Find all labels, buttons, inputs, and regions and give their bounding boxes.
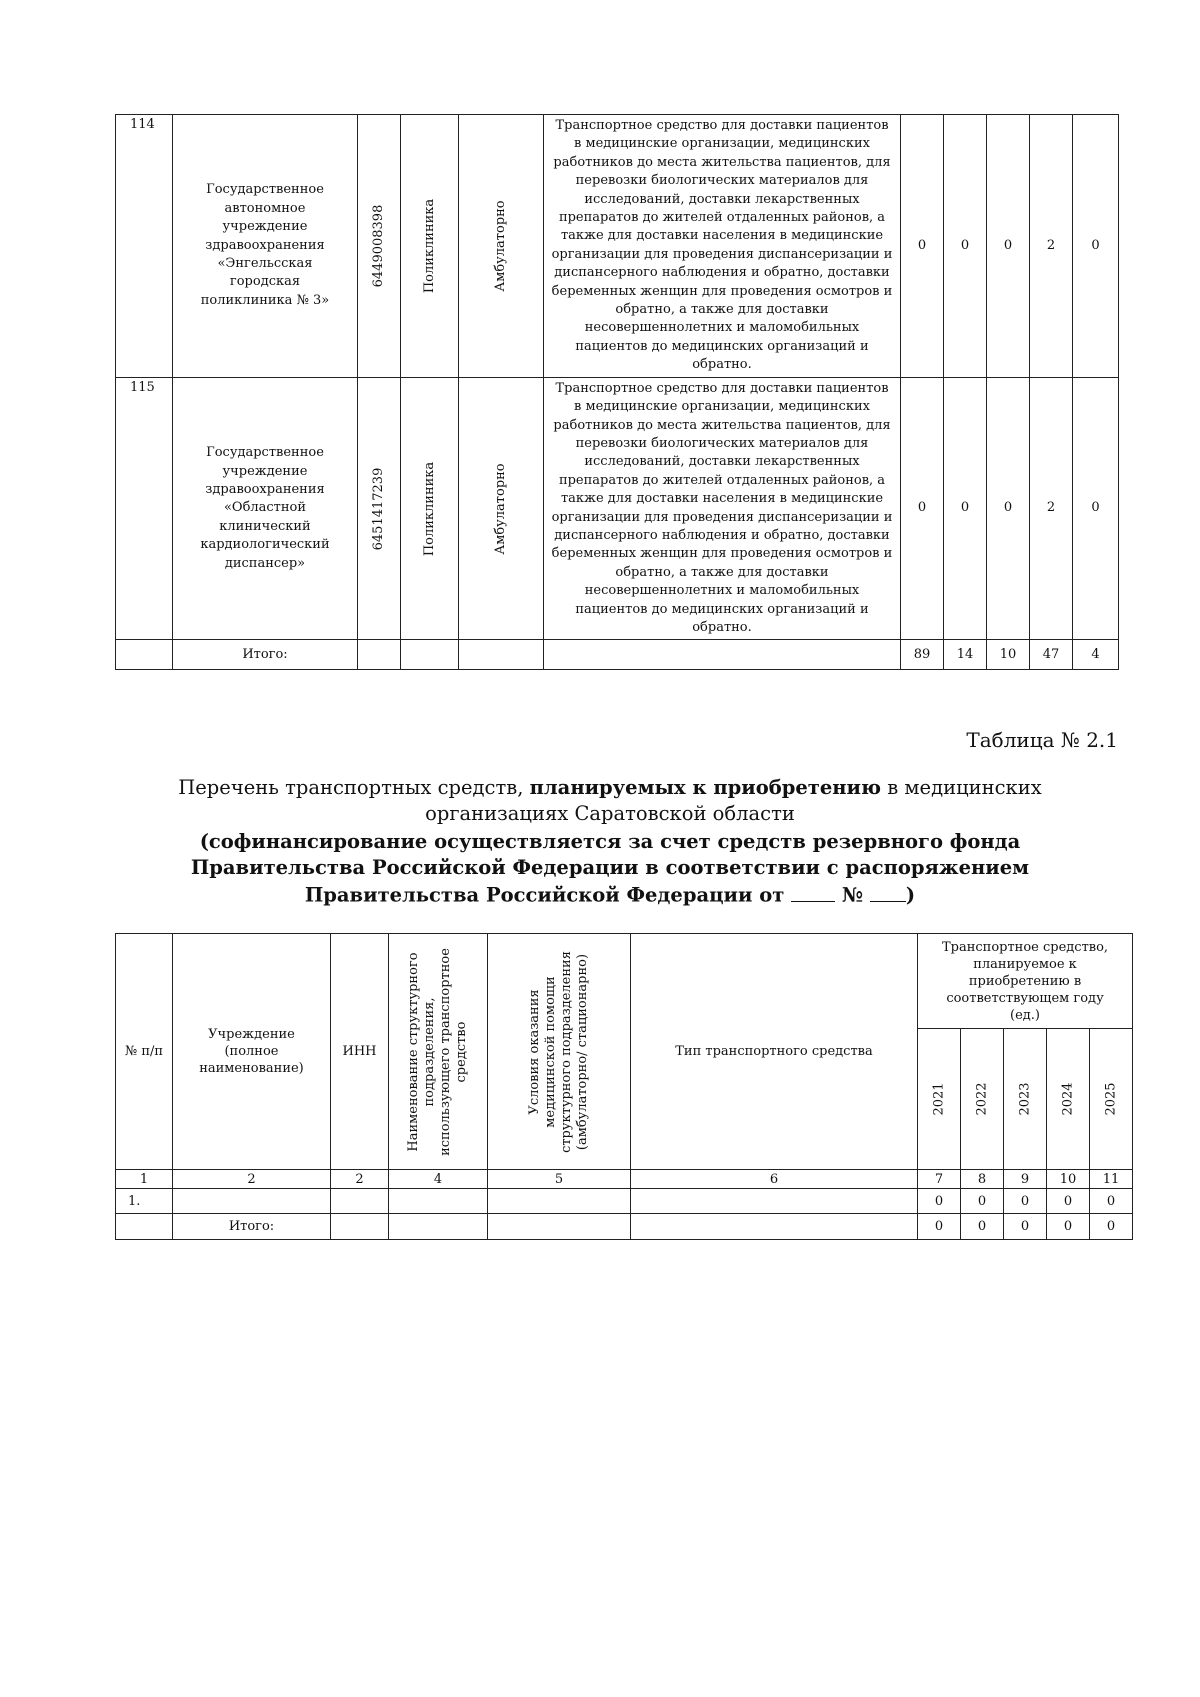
header-institution: Учреждение (полное наименование)	[173, 934, 331, 1170]
header-conditions: Условия оказания медицинской помощи структурного подразделения (амбулаторно/ стационарно)	[527, 950, 590, 1153]
value-cell: 0	[1047, 1189, 1090, 1214]
total-value: 0	[918, 1214, 961, 1240]
total-row	[116, 640, 1119, 670]
page-heading	[150, 775, 1070, 909]
year-cell	[1047, 1029, 1090, 1170]
heading-subtitle: (софинансирование осуществляется за счет средств резервного фонда Правительства Российской Федерации в соответствии с распоряжением Правительства Российской Федерации от № )	[190, 830, 1030, 907]
col-number: 1	[116, 1170, 173, 1189]
col-number: 4	[389, 1170, 488, 1189]
total-value: 10	[987, 640, 1030, 670]
value-cell: 0	[901, 377, 944, 640]
value-cell: 0	[1073, 115, 1119, 378]
col-number: 5	[488, 1170, 631, 1189]
year-label: 2021	[931, 1082, 947, 1116]
institution-name: Государственное автономное учреждение здравоохранения «Энгельсская городская поликлиника № 3»	[173, 115, 358, 378]
value-cell: 0	[918, 1189, 961, 1214]
value-cell: 0	[1004, 1189, 1047, 1214]
col-number: 8	[961, 1170, 1004, 1189]
total-value: 0	[1047, 1214, 1090, 1240]
conditions-value: Амбулаторно	[492, 200, 508, 292]
col-number: 6	[631, 1170, 918, 1189]
year-label: 2024	[1060, 1082, 1076, 1116]
header-conditions-cell	[488, 934, 631, 1170]
table-row	[116, 377, 1119, 640]
empty-cell	[331, 1189, 389, 1214]
year-cell	[961, 1029, 1004, 1170]
value-cell: 2	[1030, 115, 1073, 378]
empty-cell	[173, 1189, 331, 1214]
inn-value: 6451417239	[370, 467, 386, 550]
empty-cell	[331, 1214, 389, 1240]
year-label: 2023	[1017, 1082, 1033, 1116]
inn-cell	[358, 377, 401, 640]
row-number: 1.	[116, 1189, 173, 1214]
value-cell: 0	[961, 1189, 1004, 1214]
header-unit-cell	[389, 934, 488, 1170]
total-value: 89	[901, 640, 944, 670]
year-label: 2025	[1103, 1082, 1119, 1116]
total-row	[116, 1214, 1133, 1240]
empty-cell	[116, 1214, 173, 1240]
unit-value: Поликлиника	[421, 461, 437, 556]
empty-cell	[631, 1189, 918, 1214]
vehicle-description: Транспортное средство для доставки пациентов в медицинские организации, медицинских работников до места жительства пациентов, для перевозки биологических материалов для исследований, доставки лекарственных препаратов до жителей отдаленных районов, а также для доставки населения в медицинские организации для проведения диспансеризации и диспансерного наблюдения и обратно, доставки беременных женщин для проведения осмотров и обратно, а также для доставки несовершеннолетних и маломобильных пациентов до медицинских организаций и обратно.	[544, 115, 901, 378]
empty-cell	[401, 640, 459, 670]
table-caption: Таблица № 2.1	[966, 728, 1118, 752]
unit-cell	[401, 115, 459, 378]
empty-cell	[389, 1214, 488, 1240]
col-number: 7	[918, 1170, 961, 1189]
col-number: 2	[331, 1170, 389, 1189]
year-cell	[1090, 1029, 1133, 1170]
column-number-row	[116, 1170, 1133, 1189]
heading-main: Перечень транспортных средств, планируемых к приобретению в медицинских организациях Саратовской области	[178, 776, 1042, 825]
year-label: 2022	[974, 1082, 990, 1116]
header-inn: ИНН	[331, 934, 389, 1170]
col-number: 10	[1047, 1170, 1090, 1189]
table-vehicles-existing	[115, 114, 1119, 670]
conditions-cell	[459, 377, 544, 640]
total-label: Итого:	[173, 640, 358, 670]
col-number: 2	[173, 1170, 331, 1189]
total-value: 4	[1073, 640, 1119, 670]
header-unit: Наименование структурного подразделения, использующего транспортное средство	[406, 947, 469, 1156]
inn-cell	[358, 115, 401, 378]
value-cell: 0	[987, 115, 1030, 378]
unit-value: Поликлиника	[421, 198, 437, 294]
total-value: 0	[1090, 1214, 1133, 1240]
total-value: 14	[944, 640, 987, 670]
empty-cell	[459, 640, 544, 670]
value-cell: 0	[901, 115, 944, 378]
header-num: № п/п	[116, 934, 173, 1170]
value-cell: 0	[944, 115, 987, 378]
value-cell: 0	[944, 377, 987, 640]
vehicle-description: Транспортное средство для доставки пациентов в медицинские организации, медицинских работников до места жительства пациентов, для перевозки биологических материалов для исследований, доставки лекарственных препаратов до жителей отдаленных районов, а также для доставки населения в медицинские организации для проведения диспансеризации и диспансерного наблюдения и обратно, доставки беременных женщин для проведения осмотров и обратно, а также для доставки несовершеннолетних и маломобильных пациентов до медицинских организаций и обратно.	[544, 377, 901, 640]
empty-cell	[358, 640, 401, 670]
row-number: 115	[116, 377, 173, 640]
value-cell: 2	[1030, 377, 1073, 640]
value-cell: 0	[987, 377, 1030, 640]
number-blank	[870, 881, 906, 902]
conditions-value: Амбулаторно	[492, 462, 508, 555]
value-cell: 0	[1090, 1189, 1133, 1214]
header-type: Тип транспортного средства	[631, 934, 918, 1170]
empty-cell	[631, 1214, 918, 1240]
year-cell	[1004, 1029, 1047, 1170]
table-row	[116, 115, 1119, 378]
empty-cell	[389, 1189, 488, 1214]
institution-name: Государственное учреждение здравоохранения «Областной клинический кардиологический диспансер»	[173, 377, 358, 640]
header-group: Транспортное средство, планируемое к приобретению в соответствующем году (ед.)	[918, 934, 1133, 1029]
total-value: 0	[1004, 1214, 1047, 1240]
row-number: 114	[116, 115, 173, 378]
col-number: 9	[1004, 1170, 1047, 1189]
header-row	[116, 934, 1133, 1029]
date-blank	[791, 881, 835, 902]
unit-cell	[401, 377, 459, 640]
conditions-cell	[459, 115, 544, 378]
inn-value: 6449008398	[370, 204, 386, 288]
total-value: 0	[961, 1214, 1004, 1240]
total-label: Итого:	[173, 1214, 331, 1240]
table-row	[116, 1189, 1133, 1214]
year-cell	[918, 1029, 961, 1170]
total-value: 47	[1030, 640, 1073, 670]
value-cell: 0	[1073, 377, 1119, 640]
heading-bold-phrase: планируемых к приобретению	[529, 776, 881, 799]
empty-cell	[488, 1214, 631, 1240]
table-vehicles-planned	[115, 933, 1133, 1240]
empty-cell	[116, 640, 173, 670]
col-number: 11	[1090, 1170, 1133, 1189]
empty-cell	[488, 1189, 631, 1214]
empty-cell	[544, 640, 901, 670]
